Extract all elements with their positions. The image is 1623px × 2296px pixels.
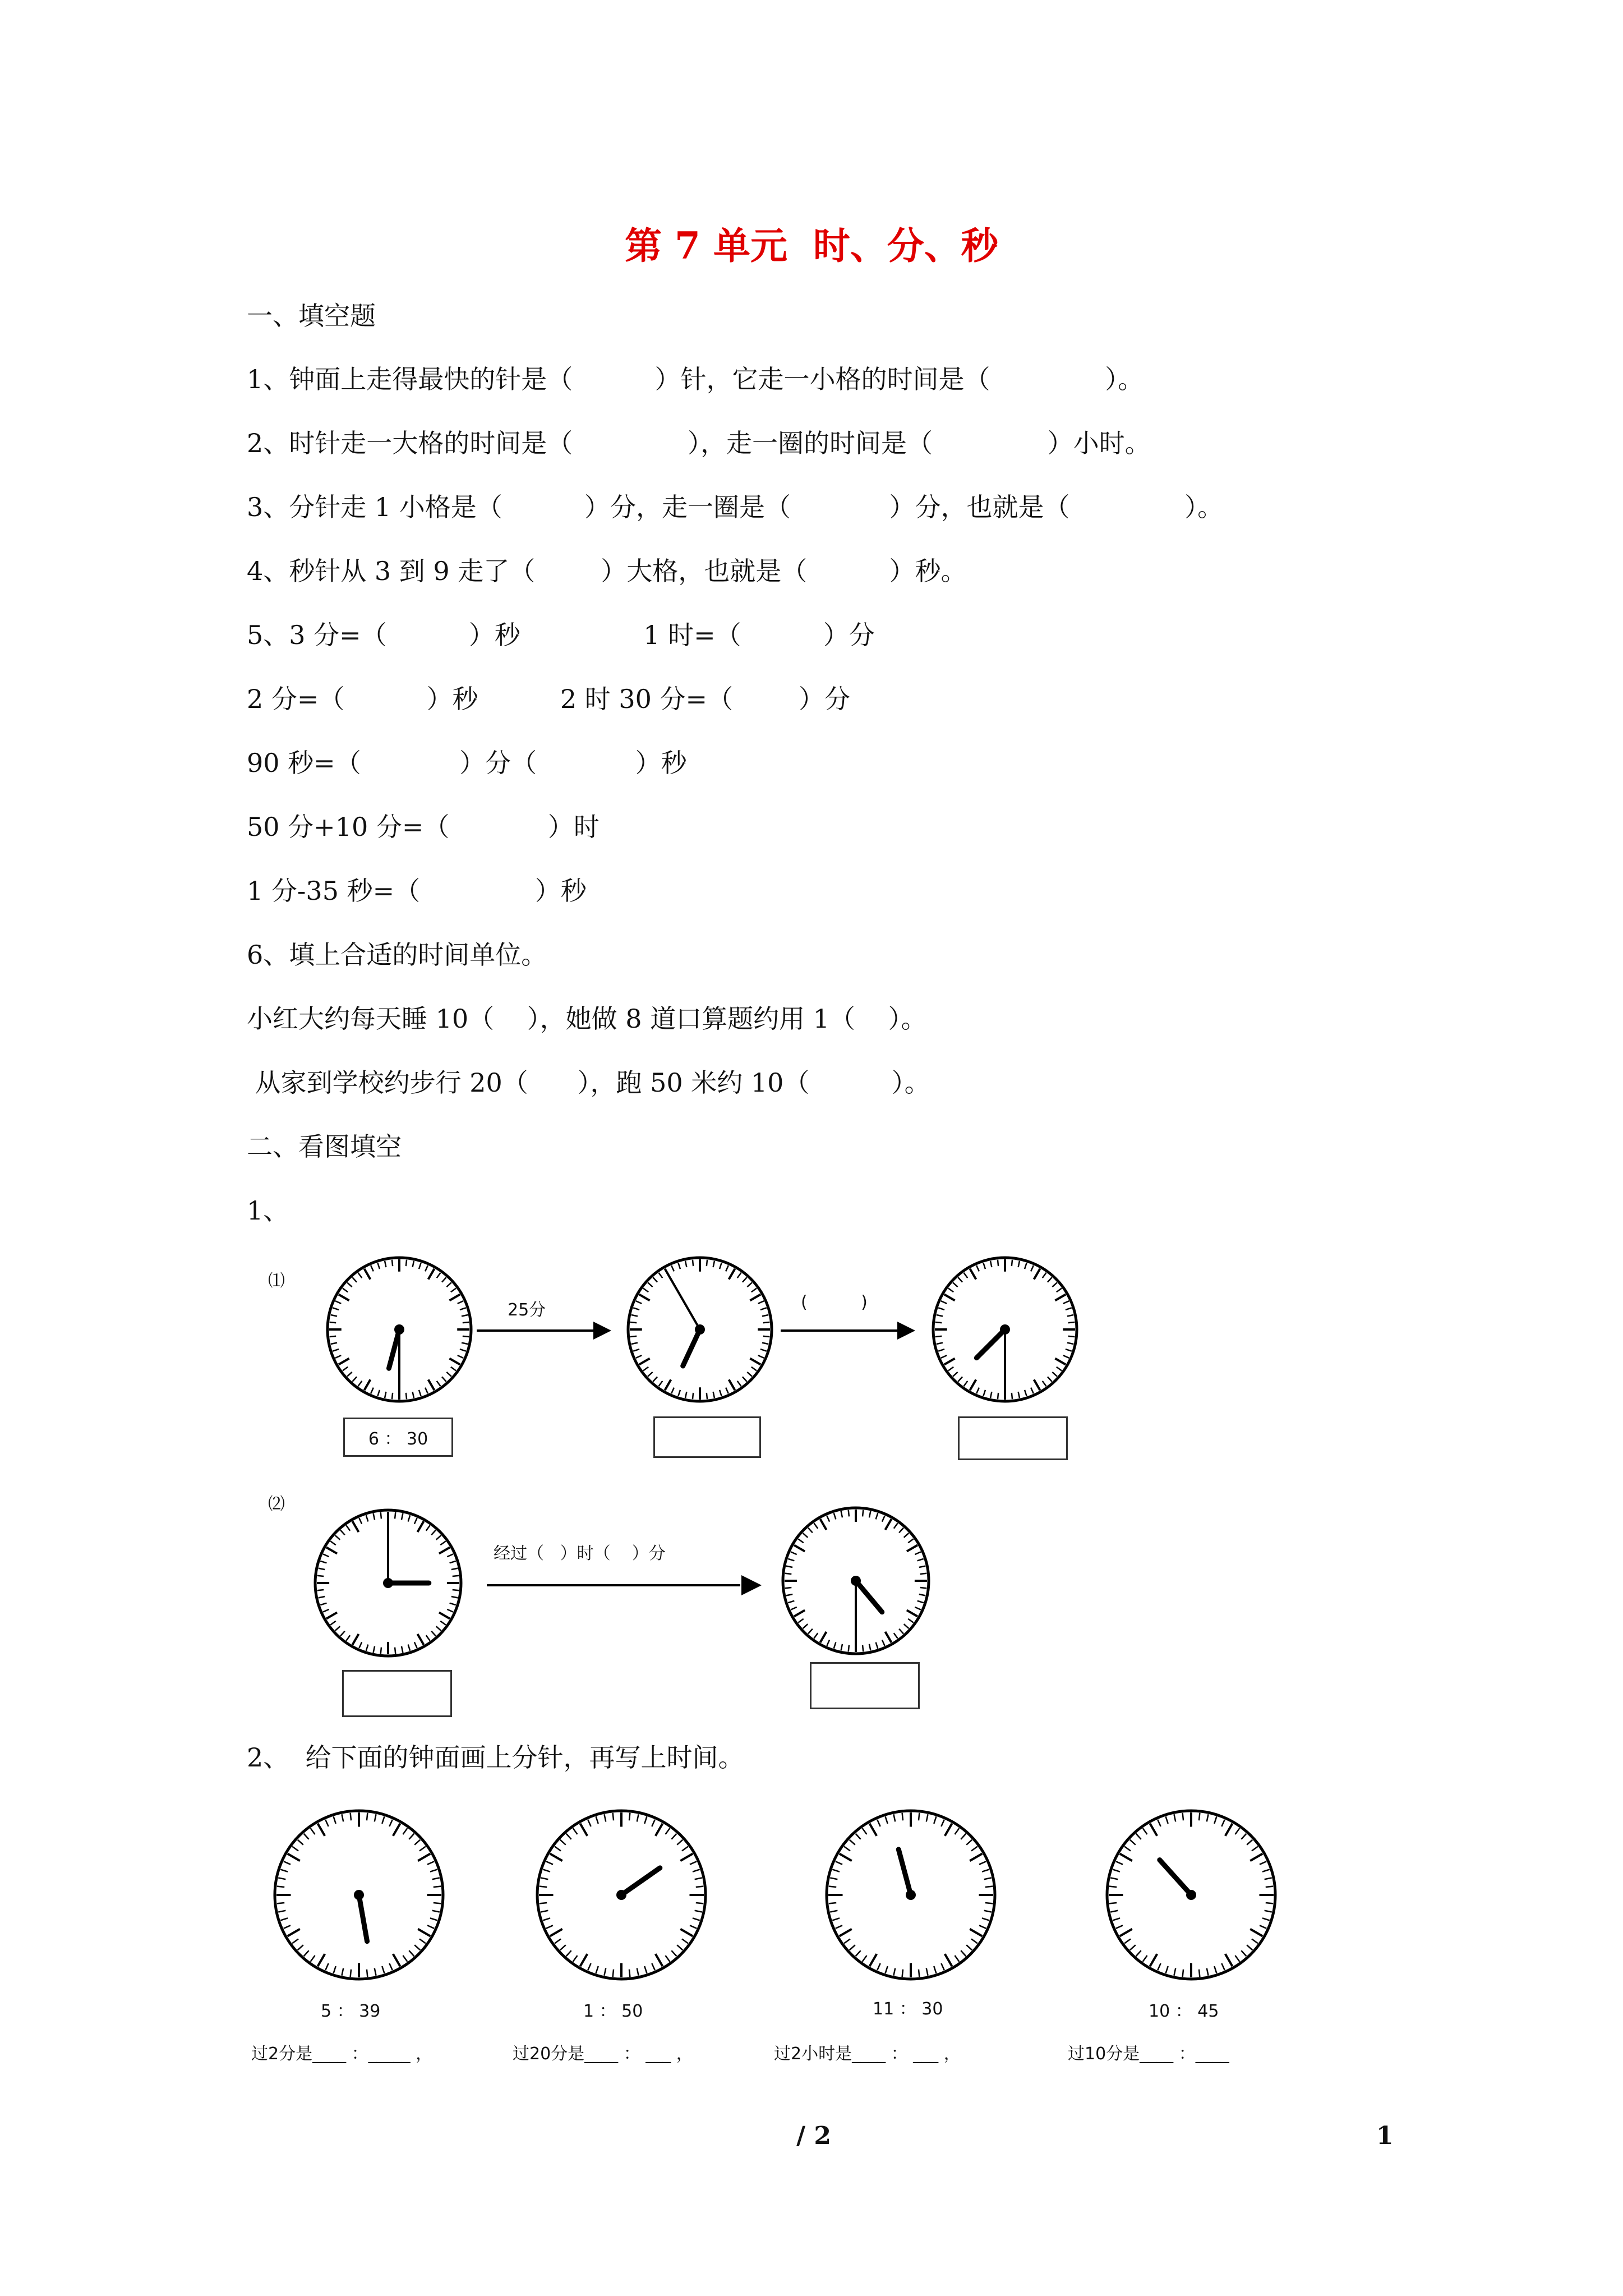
clock-face: [275, 1811, 443, 1979]
clock-center: [616, 1890, 626, 1900]
arrow-2-label: ( ): [801, 1292, 868, 1312]
time-box-label: 6 ： 30: [368, 1429, 428, 1449]
answer-box[interactable]: [653, 1416, 761, 1458]
question-4: 4、秒针从 3 到 9 走了（ ）大格，也就是（ ）秒。: [247, 556, 967, 586]
question-6a: 小红大约每天睡 10（ ），她做 8 道口算题约用 1（ ）。: [247, 1004, 927, 1034]
clock-center: [1000, 1324, 1010, 1335]
part1-label: ⑴: [268, 1271, 285, 1291]
clock-face: [783, 1508, 929, 1654]
clock-face: [537, 1811, 706, 1979]
question-5c: 90 秒=（ ）分（ ）秒: [247, 748, 687, 778]
clock-face: [628, 1258, 772, 1401]
question-5a: 5、3 分=（ ）秒 1 时=（ ）分: [247, 620, 875, 650]
page-title: 第 7 单元 时、分、秒: [625, 224, 998, 268]
question-3: 3、分针走 1 小格是（ ）分，走一圈是（ ）分，也就是（ ）。: [247, 492, 1224, 522]
arrow-3: [487, 1575, 762, 1595]
answer-box[interactable]: [810, 1662, 920, 1709]
clock-face: [827, 1811, 995, 1979]
time-box: [343, 1418, 453, 1457]
clock-center: [695, 1324, 705, 1335]
clock-face: [933, 1258, 1077, 1401]
clock-time-label: 10 ： 45: [1149, 2001, 1219, 2021]
clock-center: [906, 1890, 916, 1900]
arrow-1: [477, 1322, 611, 1340]
clock-center: [851, 1576, 861, 1586]
answer-box[interactable]: [342, 1670, 452, 1717]
arrow-1-label: 25分: [508, 1300, 546, 1320]
page-number: 1: [1376, 2122, 1394, 2150]
section1-heading: 一、填空题: [247, 301, 376, 331]
clock-center: [1186, 1890, 1196, 1900]
arrow-3-label: 经过（ ）时（ ）分: [494, 1544, 666, 1563]
section2-question-2: 2、 给下面的钟面画上分针，再写上时间。: [247, 1742, 744, 1773]
answer-line: 过10分是____ ：____: [1068, 2044, 1229, 2064]
answer-line: 过2分是____ ：_____ ，: [251, 2044, 433, 2064]
question-6: 6、填上合适的时间单位。: [247, 940, 547, 970]
question-1: 1、钟面上走得最快的针是（ ）针，它走一小格的时间是（ ）。: [247, 364, 1144, 394]
answer-line: 过2小时是____ ： ___ ，: [774, 2044, 961, 2064]
question-2: 2、时针走一大格的时间是（ ），走一圈的时间是（ ）小时。: [247, 428, 1151, 458]
section2-question-1: 1、: [247, 1195, 289, 1226]
answer-line: 过20分是____ ： ___ ，: [513, 2044, 693, 2064]
page-total: / 2: [796, 2122, 832, 2150]
question-5e: 1 分-35 秒=（ ）秒: [247, 876, 587, 906]
clock-center: [394, 1324, 404, 1335]
part2-label: ⑵: [268, 1494, 285, 1514]
clock-center: [354, 1890, 364, 1900]
clock-face: [315, 1510, 461, 1656]
clock-center: [383, 1578, 393, 1588]
clock-time-label: 5 ： 39: [321, 2001, 381, 2021]
question-5b: 2 分=（ ）秒 2 时 30 分=（ ）分: [247, 684, 851, 714]
clock-time-label: 1 ： 50: [583, 2001, 643, 2021]
clock-face: [1107, 1811, 1275, 1979]
section2-heading: 二、看图填空: [247, 1131, 402, 1162]
question-6b: 从家到学校约步行 20（ ），跑 50 米约 10（ ）。: [247, 1068, 930, 1098]
question-5d: 50 分+10 分=（ ）时: [247, 812, 600, 842]
answer-box[interactable]: [958, 1416, 1068, 1460]
arrow-2: [781, 1322, 915, 1340]
clock-face: [328, 1258, 471, 1401]
clock-time-label: 11 ： 30: [873, 1999, 943, 2019]
